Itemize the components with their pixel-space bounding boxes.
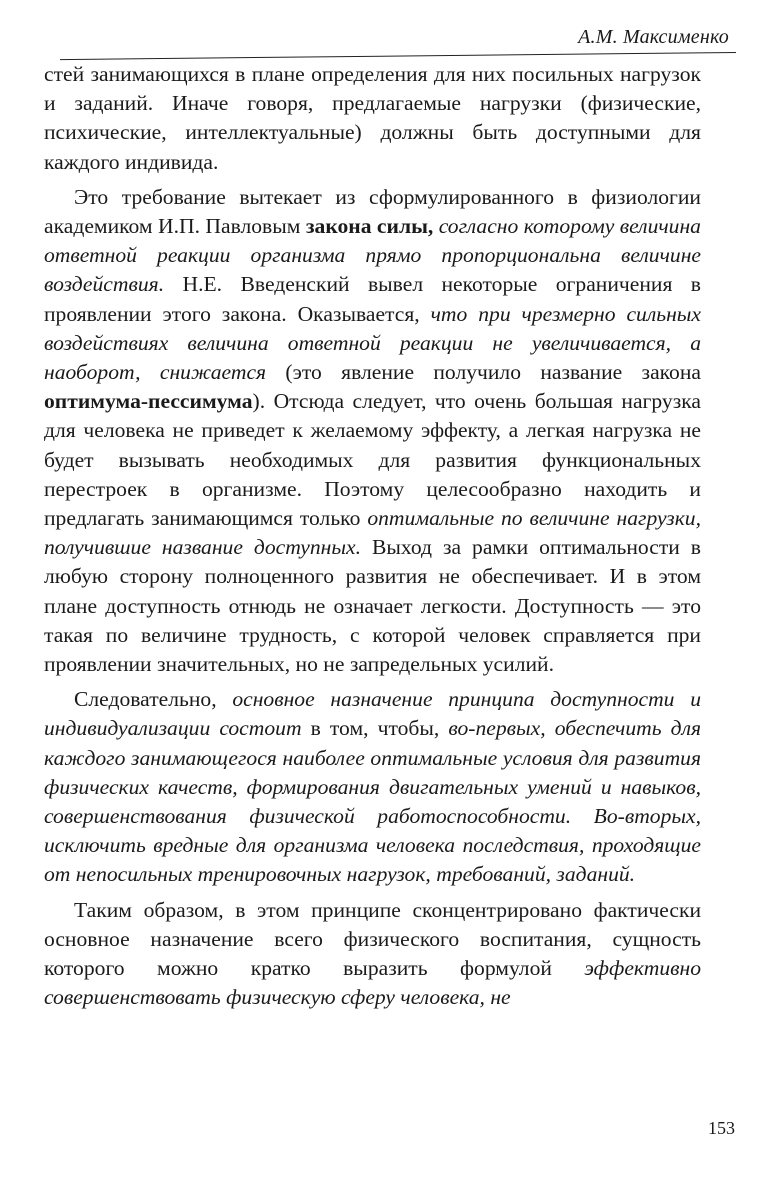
- italic-text-run: что при чрезмерно сильных воздействиях величина ответной реакции не увеличивается, а наоборот, снижается: [44, 301, 701, 385]
- running-head-author: А.М. Максименко: [578, 26, 729, 48]
- text-run: стей занимающихся в плане определения для них посильных нагрузок и заданий. Иначе говоря, предлагаемые нагрузки (физические, психические, интеллектуальные) должны быть доступными для каждого индивида.: [44, 62, 701, 174]
- text-run: Выход за рамки оптимальности в любую сторону полноценного развития не обеспечивает. И в этом плане доступность отнюдь не означает легкости. Доступность — это такая по величине трудность, с которой человек справляется при проявлении значительных, но не запредельных усилий.: [44, 535, 702, 677]
- text-run: Следовательно,: [74, 687, 233, 712]
- header-rule: [60, 52, 736, 60]
- text-run: Н.Е. Введенский вывел некоторые ограничения в проявлении этого закона. Оказывается,: [44, 272, 701, 326]
- bold-text-run: закона силы,: [305, 214, 434, 239]
- paragraph: [44, 60, 701, 177]
- italic-text-run: эффективно совершенствовать физическую сферу человека, не: [44, 956, 701, 1010]
- bold-text-run: оптимума-пессимума: [44, 389, 253, 414]
- page-number: 153: [708, 1118, 735, 1138]
- paragraph: [44, 183, 701, 679]
- italic-text-run: согласно которому величина ответной реакции организма прямо пропорциональна величине воздействия.: [44, 214, 701, 297]
- paragraph: [44, 685, 701, 889]
- paragraph: [44, 896, 701, 1013]
- text-run: Таким образом, в этом принципе сконцентрировано фактически основное назначение всего физического воспитания, сущность которого можно кратко выразить формулой: [44, 897, 701, 981]
- italic-text-run: оптимальные по величине нагрузки, получившие название доступных.: [44, 506, 701, 560]
- italic-text-run: во-первых, обеспечить для каждого занимающегося наиболее оптимальные условия для развития физических качеств, формирования двигательных умений и навыков, совершенствования физической работоспособности. Во-вторых, исключить вредные для организма человека последствия, проходящие от непосильных тренировочных нагрузок, требований, заданий.: [44, 716, 702, 887]
- text-run: Это требование вытекает из сформулированного в физиологии академиком И.П. Павловым: [44, 184, 701, 239]
- text-run: (это явление получило название закона: [266, 360, 701, 385]
- text-run: в том, чтобы,: [301, 716, 449, 741]
- italic-text-run: основное назначение принципа доступности и индивидуализации состоит: [44, 687, 701, 741]
- text-run: ). Отсюда следует, что очень большая нагрузка для человека не приведет к желаемому эффекту, а легкая нагрузка не будет вызывать необходимых для развития функциональных перестроек в организме. Поэтому целесообразно находить и предлагать занимающимся только: [44, 389, 701, 531]
- body-text: [44, 60, 701, 1013]
